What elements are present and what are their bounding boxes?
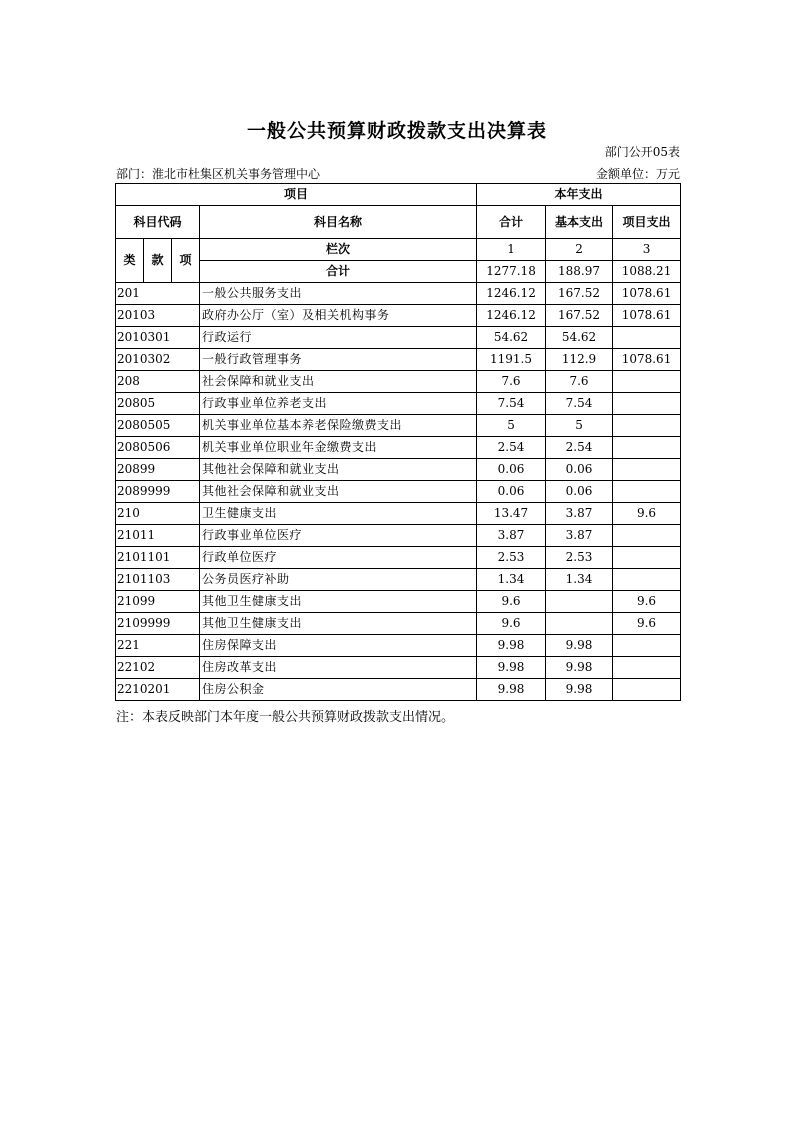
subject-code-cell: 21011 xyxy=(116,525,200,547)
basic-expenditure-cell: 7.54 xyxy=(546,393,613,415)
subject-code-cell: 2080505 xyxy=(116,415,200,437)
total-cell: 9.98 xyxy=(477,679,546,701)
sum-label: 合计 xyxy=(200,261,477,283)
project-expenditure-cell xyxy=(613,459,681,481)
current-year-header: 本年支出 xyxy=(477,184,681,206)
total-cell: 1191.5 xyxy=(477,349,546,371)
project-expenditure-cell: 9.6 xyxy=(613,591,681,613)
table-row xyxy=(116,327,681,349)
project-expenditure-cell: 1078.61 xyxy=(613,305,681,327)
table-row xyxy=(116,437,681,459)
basic-expenditure-cell: 3.87 xyxy=(546,503,613,525)
total-cell: 9.98 xyxy=(477,635,546,657)
amount-unit-label: 金额单位：万元 xyxy=(595,167,680,181)
subject-code-cell: 2010302 xyxy=(116,349,200,371)
subject-name-cell: 其他社会保障和就业支出 xyxy=(200,459,477,481)
footnote: 注：本表反映部门本年度一般公共预算财政拨款支出情况。 xyxy=(116,710,455,725)
project-expenditure-cell: 9.6 xyxy=(613,613,681,635)
sum-row xyxy=(116,261,681,283)
table-row xyxy=(116,569,681,591)
sum-project: 1088.21 xyxy=(613,261,681,283)
subject-name-cell: 住房改革支出 xyxy=(200,657,477,679)
table-number: 部门公开05表 xyxy=(604,145,680,159)
project-expenditure-cell: 1078.61 xyxy=(613,283,681,305)
total-cell: 3.87 xyxy=(477,525,546,547)
table-row xyxy=(116,591,681,613)
total-cell: 0.06 xyxy=(477,459,546,481)
table-row xyxy=(116,349,681,371)
table-row xyxy=(116,393,681,415)
project-expenditure-cell xyxy=(613,525,681,547)
total-cell: 9.98 xyxy=(477,657,546,679)
subject-name-cell: 一般行政管理事务 xyxy=(200,349,477,371)
subject-name-cell: 公务员医疗补助 xyxy=(200,569,477,591)
basic-expenditure-cell: 9.98 xyxy=(546,635,613,657)
subject-name-cell: 行政事业单位医疗 xyxy=(200,525,477,547)
subject-name-cell: 政府办公厅（室）及相关机构事务 xyxy=(200,305,477,327)
basic-expenditure-cell: 1.34 xyxy=(546,569,613,591)
table-row xyxy=(116,679,681,701)
subject-code-cell: 2109999 xyxy=(116,613,200,635)
subject-name-cell: 其他卫生健康支出 xyxy=(200,613,477,635)
total-cell: 54.62 xyxy=(477,327,546,349)
project-expenditure-cell xyxy=(613,415,681,437)
basic-expenditure-cell: 7.6 xyxy=(546,371,613,393)
subject-code-cell: 2210201 xyxy=(116,679,200,701)
basic-expenditure-cell: 0.06 xyxy=(546,481,613,503)
subject-name-cell: 机关事业单位职业年金缴费支出 xyxy=(200,437,477,459)
subject-code-cell: 20899 xyxy=(116,459,200,481)
project-expenditure-cell: 1078.61 xyxy=(613,349,681,371)
project-expenditure-cell xyxy=(613,569,681,591)
basic-expenditure-cell: 2.53 xyxy=(546,547,613,569)
table-row xyxy=(116,657,681,679)
subject-code-cell: 2080506 xyxy=(116,437,200,459)
column-number-1: 1 xyxy=(477,239,546,261)
total-cell: 1246.12 xyxy=(477,283,546,305)
xiang-header: 项 xyxy=(172,239,200,283)
subject-code-cell: 2089999 xyxy=(116,481,200,503)
subject-code-cell: 20805 xyxy=(116,393,200,415)
total-cell: 9.6 xyxy=(477,613,546,635)
subject-name-cell: 机关事业单位基本养老保险缴费支出 xyxy=(200,415,477,437)
total-cell: 7.54 xyxy=(477,393,546,415)
expenditure-table xyxy=(115,183,681,701)
subject-code-header: 科目代码 xyxy=(116,206,200,239)
basic-expenditure-cell: 112.9 xyxy=(546,349,613,371)
total-cell: 0.06 xyxy=(477,481,546,503)
total-cell: 1.34 xyxy=(477,569,546,591)
subject-code-cell: 21099 xyxy=(116,591,200,613)
subject-name-cell: 其他社会保障和就业支出 xyxy=(200,481,477,503)
subject-code-cell: 221 xyxy=(116,635,200,657)
total-cell: 2.53 xyxy=(477,547,546,569)
basic-expenditure-header: 基本支出 xyxy=(546,206,613,239)
project-expenditure-cell xyxy=(613,393,681,415)
page-title: 一般公共预算财政拨款支出决算表 xyxy=(246,120,547,142)
project-expenditure-cell xyxy=(613,635,681,657)
subject-code-cell: 2101103 xyxy=(116,569,200,591)
table-row xyxy=(116,547,681,569)
total-cell: 1246.12 xyxy=(477,305,546,327)
sum-basic: 188.97 xyxy=(546,261,613,283)
project-expenditure-cell xyxy=(613,327,681,349)
basic-expenditure-cell: 0.06 xyxy=(546,459,613,481)
project-expenditure-cell xyxy=(613,371,681,393)
subject-name-cell: 住房保障支出 xyxy=(200,635,477,657)
subject-code-cell: 208 xyxy=(116,371,200,393)
subject-name-cell: 社会保障和就业支出 xyxy=(200,371,477,393)
basic-expenditure-cell: 9.98 xyxy=(546,657,613,679)
project-expenditure-cell xyxy=(613,657,681,679)
subject-name-header: 科目名称 xyxy=(200,206,477,239)
table-row xyxy=(116,415,681,437)
total-cell: 9.6 xyxy=(477,591,546,613)
subject-code-cell: 2010301 xyxy=(116,327,200,349)
basic-expenditure-cell: 167.52 xyxy=(546,283,613,305)
total-cell: 13.47 xyxy=(477,503,546,525)
table-row xyxy=(116,503,681,525)
total-header: 合计 xyxy=(477,206,546,239)
subject-code-cell: 2101101 xyxy=(116,547,200,569)
project-expenditure-cell xyxy=(613,547,681,569)
table-row xyxy=(116,525,681,547)
basic-expenditure-cell: 54.62 xyxy=(546,327,613,349)
basic-expenditure-cell: 5 xyxy=(546,415,613,437)
table-row xyxy=(116,459,681,481)
subject-name-cell: 卫生健康支出 xyxy=(200,503,477,525)
project-header: 项目 xyxy=(116,184,477,206)
department-label: 部门：淮北市杜集区机关事务管理中心 xyxy=(116,167,321,181)
subject-code-cell: 210 xyxy=(116,503,200,525)
basic-expenditure-cell xyxy=(546,591,613,613)
table-row xyxy=(116,481,681,503)
project-expenditure-cell: 9.6 xyxy=(613,503,681,525)
subject-code-cell: 201 xyxy=(116,283,200,305)
table-row xyxy=(116,635,681,657)
subject-name-cell: 行政单位医疗 xyxy=(200,547,477,569)
project-expenditure-cell xyxy=(613,679,681,701)
subject-name-cell: 行政运行 xyxy=(200,327,477,349)
basic-expenditure-cell: 3.87 xyxy=(546,525,613,547)
subject-code-cell: 22102 xyxy=(116,657,200,679)
header-row-2 xyxy=(116,206,681,239)
table-row xyxy=(116,613,681,635)
total-cell: 2.54 xyxy=(477,437,546,459)
column-number-2: 2 xyxy=(546,239,613,261)
subject-name-cell: 住房公积金 xyxy=(200,679,477,701)
column-number-row xyxy=(116,239,681,261)
kuan-header: 款 xyxy=(144,239,172,283)
table-row xyxy=(116,283,681,305)
subject-name-cell: 行政事业单位养老支出 xyxy=(200,393,477,415)
column-number-3: 3 xyxy=(613,239,681,261)
project-expenditure-cell xyxy=(613,481,681,503)
total-cell: 5 xyxy=(477,415,546,437)
basic-expenditure-cell xyxy=(546,613,613,635)
sum-total: 1277.18 xyxy=(477,261,546,283)
column-number-label: 栏次 xyxy=(200,239,477,261)
project-expenditure-header: 项目支出 xyxy=(613,206,681,239)
basic-expenditure-cell: 167.52 xyxy=(546,305,613,327)
table-row xyxy=(116,371,681,393)
project-expenditure-cell xyxy=(613,437,681,459)
basic-expenditure-cell: 9.98 xyxy=(546,679,613,701)
lei-header: 类 xyxy=(116,239,144,283)
header-row-1 xyxy=(116,184,681,206)
total-cell: 7.6 xyxy=(477,371,546,393)
basic-expenditure-cell: 2.54 xyxy=(546,437,613,459)
subject-name-cell: 一般公共服务支出 xyxy=(200,283,477,305)
subject-code-cell: 20103 xyxy=(116,305,200,327)
table-row xyxy=(116,305,681,327)
subject-name-cell: 其他卫生健康支出 xyxy=(200,591,477,613)
